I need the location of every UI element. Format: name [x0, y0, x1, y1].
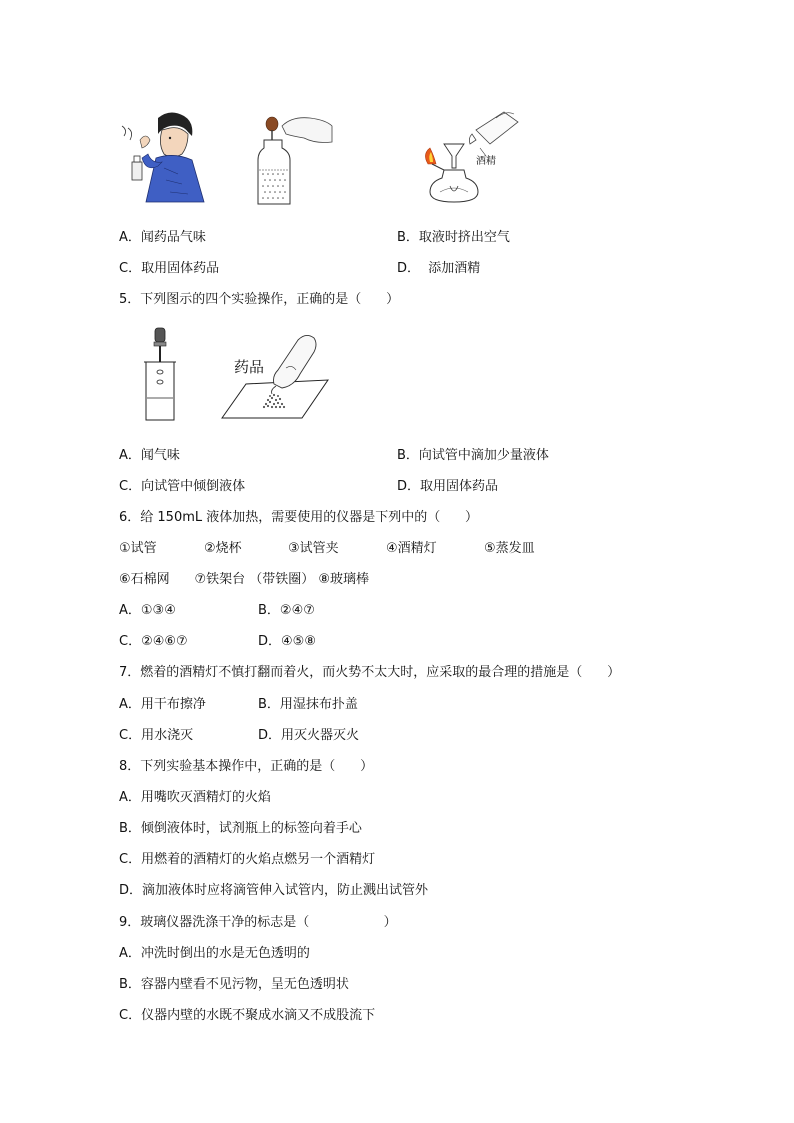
medicine-label: 药品: [234, 358, 265, 376]
q4-option-c: C．取用固体药品: [119, 261, 220, 276]
q4-option-a: A．闻药品气味: [119, 230, 206, 245]
dropper-bottle-illustration: [252, 112, 334, 208]
dropper-into-test-tube-illustration: [138, 326, 184, 424]
q6-items-line2: ⑥石棉网 ⑦铁架台 （带铁圈） ⑧玻璃棒: [119, 572, 370, 587]
q5-stem: 5．下列图示的四个实验操作，正确的是（ ）: [119, 292, 400, 307]
q8-stem: 8．下列实验基本操作中，正确的是（ ）: [119, 759, 374, 774]
q7-option-c: C．用水浇灭: [119, 728, 194, 743]
q5-option-a: A．闻气味: [119, 448, 180, 463]
q5-option-d: D．取用固体药品: [397, 479, 499, 494]
q7-option-d: D．用灭火器灭火: [258, 728, 360, 743]
q8-option-a: A．用嘴吹灭酒精灯的火焰: [119, 790, 271, 805]
q9-stem: 9．玻璃仪器洗涤干净的标志是（ ）: [119, 915, 397, 930]
q6-option-b: B．②④⑦: [258, 603, 315, 618]
q9-option-c: C．仪器内壁的水既不聚成水滴又不成股流下: [119, 1008, 376, 1023]
q6-item-1: ①试管: [119, 541, 157, 556]
q6-item-5: ⑤蒸发皿: [484, 541, 535, 556]
q7-option-a: A．用干布擦净: [119, 697, 206, 712]
q6-stem: 6．给 150mL 液体加热，需要使用的仪器是下列中的（ ）: [119, 510, 479, 525]
q6-item-4: ④酒精灯: [386, 541, 437, 556]
q5-option-c: C．向试管中倾倒液体: [119, 479, 246, 494]
q4-option-b: B．取液时挤出空气: [397, 230, 510, 245]
q7-stem: 7．燃着的酒精灯不慎打翻而着火，而火势不太大时，应采取的最合理的措施是（ ）: [119, 665, 621, 680]
q7-option-b: B．用湿抹布扑盖: [258, 697, 358, 712]
alcohol-lamp-filling-illustration: [414, 108, 520, 208]
q6-option-c: C．②④⑥⑦: [119, 634, 188, 649]
q9-option-a: A．冲洗时倒出的水是无色透明的: [119, 946, 310, 961]
q6-item-2: ②烧杯: [204, 541, 242, 556]
q8-option-d: D．滴加液体时应将滴管伸入试管内，防止溅出试管外: [119, 883, 429, 898]
q6-option-a: A．①③④: [119, 603, 176, 618]
smelling-chemical-illustration: [118, 110, 210, 204]
q8-option-c: C．用燃着的酒精灯的火焰点燃另一个酒精灯: [119, 852, 376, 867]
q6-option-d: D．④⑤⑧: [258, 634, 316, 649]
q6-item-3: ③试管夹: [288, 541, 339, 556]
q4-option-d: D． 添加酒精: [397, 261, 481, 276]
q9-option-b: B．容器内壁看不见污物，呈无色透明状: [119, 977, 349, 992]
solid-medicine-illustration: [220, 330, 332, 422]
q8-option-b: B．倾倒液体时，试剂瓶上的标签向着手心: [119, 821, 362, 836]
q5-option-b: B．向试管中滴加少量液体: [397, 448, 549, 463]
alcohol-label: 酒精: [476, 156, 496, 167]
